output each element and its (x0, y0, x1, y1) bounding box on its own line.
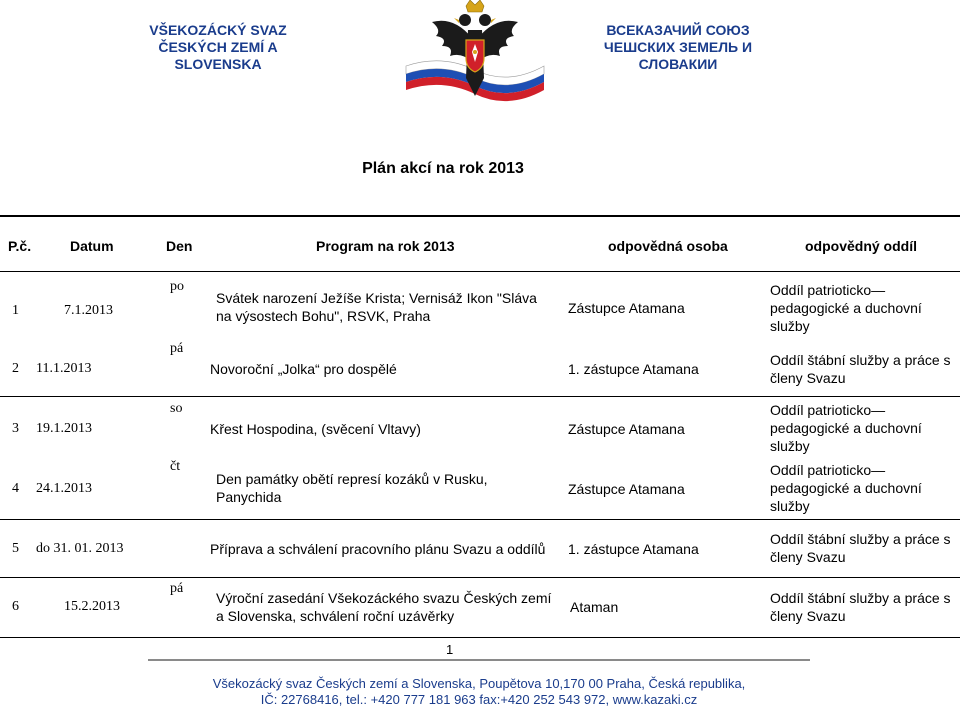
footer-divider (148, 659, 810, 661)
footer-address-line1: Všekozácký svaz Českých zemí a Slovenska, Poupětova 10,170 00 Praha, Česká republika, (212, 676, 746, 691)
letterhead-right-line2: ЧЕШСКИХ ЗЕМЕЛЬ И СЛОВАКИИ (603, 39, 753, 72)
row4-responsible-person: Zástupce Atamana (568, 481, 685, 497)
col-header-responsible-person: odpovědná osoba (608, 238, 728, 254)
page-number: 1 (446, 642, 454, 657)
footer-contact-line2: IČ: 22768416, tel.: +420 777 181 963 fax:+420 252 543 972, www.kazaki.cz (260, 692, 698, 707)
row3-program: Křest Hospodina, (svěcení Vltavy) (210, 421, 421, 437)
col-header-program: Program na rok 2013 (316, 238, 455, 254)
row4-number: 4 (12, 481, 19, 496)
row-divider-4-5 (0, 519, 960, 520)
row2-responsible-department: Oddíl štábní služby a práce s členy Svazu (770, 352, 951, 386)
row1-day: po (170, 279, 184, 294)
row4-day: čt (170, 459, 181, 474)
row2-day: pá (170, 341, 184, 356)
row5-responsible-person: 1. zástupce Atamana (568, 541, 699, 557)
row5-program: Příprava a schválení pracovního plánu Svazu a oddílů (210, 541, 546, 557)
row1-responsible-person: Zástupce Atamana (568, 300, 685, 316)
double-headed-eagle-emblem (402, 0, 548, 112)
col-header-number: P.č. (8, 238, 32, 254)
row6-responsible-person: Ataman (570, 599, 619, 615)
row5-number: 5 (12, 541, 19, 556)
row3-date: 19.1.2013 (36, 421, 92, 436)
row4-responsible-department: Oddíl patrioticko— pedagogické a duchovní služby (770, 462, 922, 514)
row6-date: 15.2.2013 (64, 599, 120, 614)
page-title: Plán akcí na rok 2013 (362, 160, 524, 177)
row2-program: Novoroční „Jolka“ pro dospělé (210, 361, 397, 377)
row4-date: 24.1.2013 (36, 481, 92, 496)
table-header-rule (0, 271, 960, 272)
letterhead-left-line2: ČESKÝCH ZEMÍ A SLOVENSKA (158, 39, 278, 72)
row6-day: pá (170, 581, 184, 596)
row3-responsible-person: Zástupce Atamana (568, 421, 685, 437)
table-top-rule (0, 215, 960, 217)
row1-program: Svátek narození Ježíše Krista; Vernisáž Ikon "Sláva na výsostech Bohu", RSVK, Praha (216, 290, 537, 324)
col-header-day: Den (166, 238, 193, 254)
row6-responsible-department: Oddíl štábní služby a práce s členy Svazu (770, 590, 951, 624)
letterhead-right (578, 22, 778, 73)
letterhead-left (118, 22, 318, 73)
row5-responsible-department: Oddíl štábní služby a práce s členy Svazu (770, 531, 951, 565)
row1-date: 7.1.2013 (64, 303, 113, 318)
row3-day: so (170, 401, 183, 416)
row-divider-5-6 (0, 577, 960, 578)
row2-number: 2 (12, 361, 19, 376)
row6-program: Výroční zasedání Všekozáckého svazu Českých zemí a Slovenska, schválení roční uzávěrky (216, 590, 552, 624)
row2-responsible-person: 1. zástupce Atamana (568, 361, 699, 377)
row4-program: Den památky obětí represí kozáků v Rusku, Panychida (216, 471, 488, 505)
letterhead-right-line1: ВСЕКАЗАЧИЙ СОЮЗ (606, 22, 750, 38)
row1-number: 1 (12, 303, 19, 318)
col-header-responsible-department: odpovědný oddíl (805, 238, 917, 254)
letterhead-left-line1: VŠEKOZÁCKÝ SVAZ (149, 22, 287, 38)
row2-date: 11.1.2013 (36, 361, 92, 376)
row3-number: 3 (12, 421, 19, 436)
footer-address (148, 676, 810, 708)
row6-number: 6 (12, 599, 19, 614)
row1-responsible-department: Oddíl patrioticko— pedagogické a duchovní služby (770, 282, 922, 334)
col-header-date: Datum (70, 238, 114, 254)
row5-date: do 31. 01. 2013 (36, 541, 124, 556)
row3-responsible-department: Oddíl patrioticko— pedagogické a duchovní služby (770, 402, 922, 454)
row-divider-2-3 (0, 396, 960, 397)
table-bottom-rule (0, 637, 960, 638)
